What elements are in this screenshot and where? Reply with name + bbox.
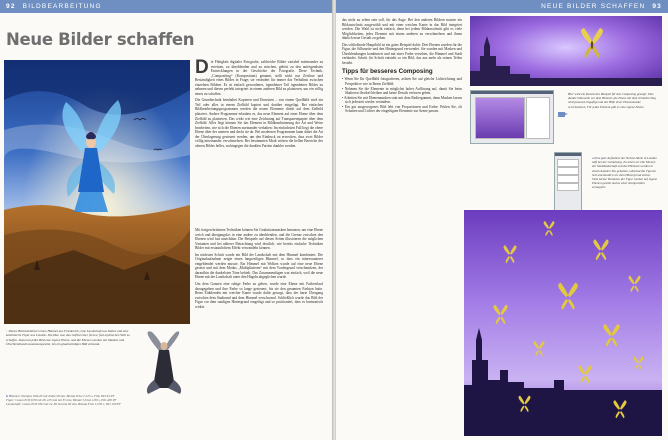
left-section-title: BILDBEARBEITUNG <box>22 3 102 10</box>
right-page <box>336 0 668 440</box>
body-right-paragraph: Das schließende Hauptbild ist ein gutes Beispiel dafür: Drei Ebenen wurden für die Figur, die Silhouette und den Hintergrund verwendet. Sie wurden mit Masken und Überblendungen kombiniert und mit einer Farbe versehen, die Himmel und Stadt verbindet. Schritt für Schritt entsteht so ein Bild, das aus mehr als seinen Teilen besteht. <box>342 42 462 65</box>
caption-arrow-icon: ↑ <box>6 329 8 333</box>
right-page-header <box>336 0 668 13</box>
photo-credits <box>6 394 134 407</box>
layer-row <box>557 175 579 183</box>
body-right-column <box>342 18 462 114</box>
body-right-paragraph: das nicht zu sehen sein soll, für das Auge. Bei den anderen Bildern musste ein Bildausschnitt ausgewählt und mit einer weichen Kante in das Bild integriert werden. Die Wahl ist nicht einfach, denn bei jedem Bildausschnitt gibt es viele Möglichkeiten, jedes Element mit einem anderen zu verschmelzen und ihnen ähnlich neue Gestalt zu geben. <box>342 18 462 41</box>
layers-titlebar <box>555 153 581 156</box>
body-left-column <box>195 228 323 311</box>
tips-heading: Tipps für besseres Composing <box>342 68 433 76</box>
composite-fairy-photo <box>4 60 190 324</box>
caption-arrow-icon: ◂ <box>592 156 594 160</box>
credit-line: Figur: Canon EOS D30 mit 28–105 mm bei 35 mm, Blende 5,6 bei 1/60 s, ISO 400 PF <box>6 398 117 403</box>
layer-row <box>557 183 579 191</box>
left-page-header <box>0 0 332 13</box>
body-left-paragraph: Um dem Ganzen eine ruhige Farbe zu geben, wurde eine Ebene mit Farbverlauf dazugegeben und ihre Farbe so lange gesteuert, bis sie den gesamten Farbton hatte. Beim Einblenden mit weicher Kante wurde dafür gesorgt, dass der harte Übergang zwischen dem Stadtrand und dem Himmel verschwand. Schließlich wurde das Bild der Figur vor dem sandigen Hintergrund eingefügt und so positioniert, dass es harmonisch wirkte. <box>195 282 323 309</box>
silhouette-sky-photo <box>470 16 662 86</box>
fairy-source-thumbnail <box>136 330 190 394</box>
page-title: Neue Bilder schaffen <box>6 30 195 49</box>
body-left-paragraph: Mit fortgeschrittenen Techniken können Sie Gradationsmasken benutzen, um eine Ebene weich und übergangslos in eine andere zu überblenden, und die Grenze zwischen den Ebenen wird fast unsichtbar. Die Beispiele auf diesen Seiten illustrieren die möglichen Varianten und bei näherer Betrachtung wird deutlich, wie bereits einfache Techniken Bilder mit erstaunlichem Effekt verwandeln können. <box>195 228 323 251</box>
screenshot-canvas <box>475 97 525 139</box>
screenshot-layers-panel <box>526 97 550 139</box>
tip-item: • Nehmen Sie die Elemente in möglichst hoher Auflösung auf, damit Sie beim Skalieren flexibel bleiben und keine Details verloren gehen. <box>342 86 462 96</box>
screenshot-titlebar <box>471 91 553 94</box>
intro-column <box>195 57 323 150</box>
credit-line: Landschaft: Canon EOS 10D mit 24–85 mm bei 60 mm, Blende 8 bei 1/250 s, ISO 100 PF <box>6 402 122 407</box>
left-page-number: 92 <box>6 3 16 10</box>
layer-row <box>557 159 579 167</box>
tip-item: • Ein gut ausgewogenes Bild lebt von Proportionen und Farbe: Prüfen Sie, ob Schatten und Lichter der eingefügten Elemente zur Szene passen. <box>342 104 462 114</box>
tip-item: • Arbeiten Sie mit Ebenenmasken statt mit dem Radiergummi, denn Masken lassen sich jederzeit wieder verändern. <box>342 95 462 105</box>
camera-icon: ■ <box>6 394 8 398</box>
right-page-number: 93 <box>652 3 662 10</box>
left-page <box>0 0 332 440</box>
butterfly-city-photo <box>464 210 662 436</box>
tip-item: • Wenn Sie Ihr Quellbild fotografieren, achten Sie auf gleiche Lichtrichtung und Perspektive wie in Ihrem Zielbild. <box>342 77 462 87</box>
software-screenshot <box>470 90 554 144</box>
right-caption-1: Hier wird ein klassisches Beispiel für das Composing gezeigt: Eine dunkle Silhouette vor dem Himmel, die Ebene mit dem Schmetterling wird passend eingefügt und mit Hilfe einer Ebenenmaske verschmolzen. Für jedes Element gibt es eine eigene Ebene. <box>568 92 656 109</box>
layer-row <box>557 167 579 175</box>
pointer-marker-icon <box>558 112 565 117</box>
layers-screenshot <box>554 152 582 214</box>
intro-paragraph-2: Die Grundtechnik beinhaltet Kopieren und Einsetzen – von einem Quellbild wird ein Teil oder alles in einem Zielbild kopiert und darüber eingefügt. Bei einfachen Bildbearbeitungsprogrammen werden die neuen Elemente direkt auf dem Zielbild platziert. Andere Programme erlauben es, das neue Element auf einer Ebene über dem Zielbild zu platzieren. Das wirkt wie eine Zeichnung auf Transparentpapier über dem Zielbild. Alles liegt können Sie das Element in Bildkombinierung der Art und Weise bearbeiten, wie sich die Ebenen zueinander verhalten: Im einfachsten Fall liegt die obere Ebene über der unteren und deckt sie ab. Bei modernen Programmen kann dabei die Art der Überlagerung gesteuert werden, um den Eindruck zu erwecken, dass zwei Bilder völlig miteinander verschmelzen. Bei bestimmten Modi wirken die hellen Bereiche des oberen Bildes heller, wohingegen die dunklen Partien dunkler werden. <box>195 98 323 148</box>
right-section-title: NEUE BILDER SCHAFFEN <box>541 3 646 10</box>
credit-line: ■ Himmel: Olympus OM-2N mit Zuiko 28 mm, Blende 8 bei 1/125 s, Film ISO 64 PF <box>6 394 115 398</box>
right-caption-2: ◂ Eine gute Aufnahme der Nelson-Säule in London hilft bei der Gestaltung. Zu sehen ist: Die Ebenen der Stadtlandschaft und des Himmels werden in einem dunklen Ton gehalten, während die Figuren hell und deutlich vor dem Hintergrund stehen. Viele kleine Varianten der Figur werden auf eigene Ebenen gesetzt und zu einer Komposition arrangiert. <box>592 156 658 190</box>
left-caption: ↑ Dieses Bild kombiniert einen Himmel aus Frankreich, eine Landschaft aus Italien und eine kostümierte Figur aus London. Die Idee war, das Gefühl einer fernen, fast mythischen Welt zu schaffen. Dazu hat jedes Bild eine eigene Ebene, und die Ebenen wurden mit Masken und Überblendmodi zusammengesetzt, bis ein glaubwürdiges Bild entstand. <box>6 329 130 346</box>
body-left-paragraph: Im nächsten Schritt wurde ein Bild der Landschaft mit dem Himmel kombiniert. Die Originalaufnahme zeigte einen langweiligen Himmel, so dass ein interessanterer eingeblendet werden musste. Ein Himmel mit Wolken wurde auf eine neue Ebene gesetzt und mit dem Modus „Multiplizieren“ mit dem Vordergrund verschmolzen, der daraufhin die dunkelsten Töne behielt. Das Zusammenfügen war einfach, weil die neue Ebene mit der Landschaft unter den Hügeln abgeglichen wurde. <box>195 252 323 280</box>
intro-paragraph-1: Die Fähigkeit digitaler Fotografie, zahlreiche Bilder variabel miteinander zu vereinen, zu überblenden und zu mischen, gehört zu den aufregendsten Entwicklungen in der Geschichte der Fotografie. Diese Technik, „Compositing“ (Kompositum) genannt, stellt nicht nur Zeitlose und Beständigkeit eines Bildes in Frage; sie verändert für immer das Verhältnis zwischen einzelnen Bildern. Es ist einfach gewordenes, irgendeiner Teil irgendeines Bildes zu nehmen und diesen perfekt integriert in einem anderen Bild zu platzieren, um ein völlig neues zu schaffen. <box>195 57 323 96</box>
dropcap: D <box>195 57 209 78</box>
